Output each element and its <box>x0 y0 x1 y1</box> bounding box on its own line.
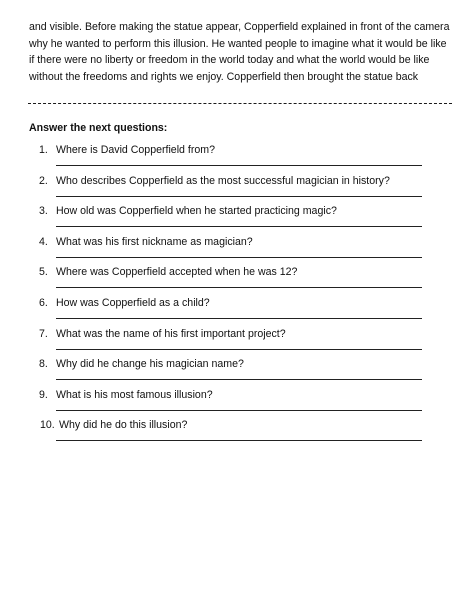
question-item-9 <box>0 389 474 420</box>
question-item-5 <box>0 266 474 297</box>
answer-line[interactable] <box>56 257 422 258</box>
question-text: How was Copperfield as a child? <box>56 296 210 309</box>
answer-line[interactable] <box>56 379 422 380</box>
answer-line[interactable] <box>56 318 422 319</box>
answer-line[interactable] <box>56 440 422 441</box>
question-text: Where was Copperfield accepted when he was 12? <box>56 266 298 279</box>
question-text: Where is David Copperfield from? <box>56 144 215 156</box>
question-text: What was the name of his first important project? <box>56 327 286 340</box>
question-item-3 <box>0 205 474 236</box>
question-text: Why did he change his magician name? <box>56 358 244 371</box>
question-item-7 <box>0 328 474 359</box>
question-number: 8. <box>39 358 48 371</box>
question-number: 4. <box>39 235 48 248</box>
question-list <box>0 144 474 450</box>
question-number: 1. <box>39 144 48 156</box>
question-text: Who describes Copperfield as the most successful magician in history? <box>56 174 390 187</box>
question-item-4 <box>0 236 474 267</box>
question-item-10 <box>0 419 474 450</box>
question-text: What was his first nickname as magician? <box>56 235 253 248</box>
section-title: Answer the next questions: <box>29 122 168 134</box>
answer-line[interactable] <box>56 196 422 197</box>
question-number: 10. <box>40 419 55 432</box>
answer-line[interactable] <box>56 226 422 227</box>
question-item-2 <box>0 175 474 206</box>
answer-line[interactable] <box>56 349 422 350</box>
dashed-divider <box>28 103 452 104</box>
question-number: 9. <box>39 388 48 401</box>
question-text: What is his most famous illusion? <box>56 388 213 401</box>
question-item-6 <box>0 297 474 328</box>
answer-line[interactable] <box>56 410 422 411</box>
question-number: 6. <box>39 296 48 309</box>
question-number: 5. <box>39 266 48 279</box>
question-text: Why did he do this illusion? <box>59 419 188 432</box>
answer-line[interactable] <box>56 287 422 288</box>
question-number: 3. <box>39 205 48 218</box>
question-text: How old was Copperfield when he started practicing magic? <box>56 205 337 218</box>
question-item-8 <box>0 358 474 389</box>
answer-line[interactable] <box>56 165 422 166</box>
question-number: 7. <box>39 327 48 340</box>
intro-paragraph: and visible. Before making the statue appear, Copperfield explained in front of the camera why he wanted to perform this illusion. He wanted people to imagine what it would be like if there were no liberty or freedom in the world today and what the world would be like without the freedoms and rights we enjoy. Copperfield then brought the statue back <box>29 21 450 83</box>
question-item-1 <box>0 144 474 175</box>
question-number: 2. <box>39 174 48 187</box>
